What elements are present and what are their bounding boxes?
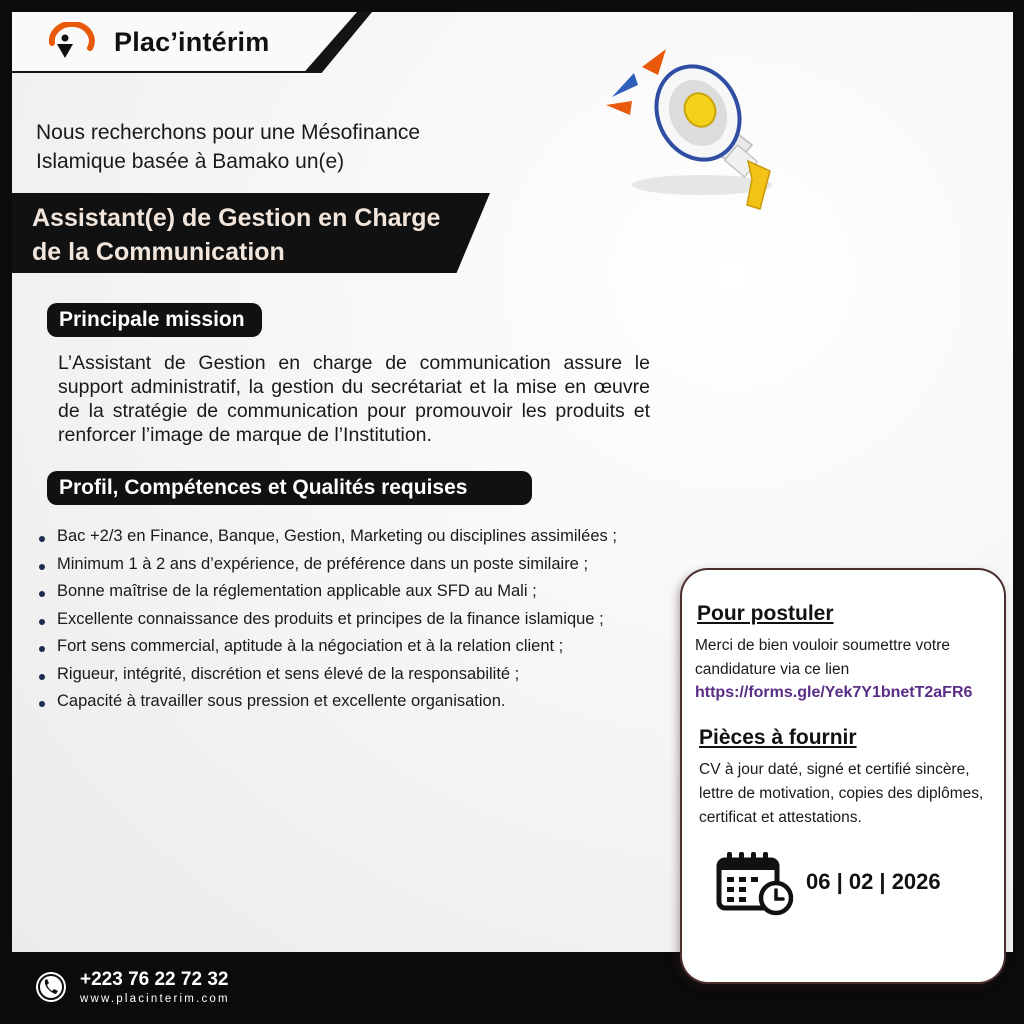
requirement-text: Minimum 1 à 2 ans d’expérience, de préférence dans un poste similaire ; — [57, 554, 589, 573]
list-item — [38, 523, 617, 551]
documents-text: CV à jour daté, signé et certifié sincère, lettre de motivation, copies des diplômes, certificat et attestations. — [699, 761, 984, 826]
apply-heading: Pour postuler — [697, 602, 834, 625]
list-item — [38, 578, 617, 606]
requirement-text: Rigueur, intégrité, discrétion et sens élevé de la responsabilité ; — [57, 664, 520, 683]
list-item — [38, 633, 617, 661]
requirements-list — [38, 523, 617, 716]
list-item — [38, 661, 617, 689]
bullet-icon — [39, 619, 45, 625]
bullet-icon — [39, 536, 45, 542]
requirement-text: Bonne maîtrise de la réglementation applicable aux SFD au Mali ; — [57, 582, 537, 600]
apply-text: Merci de bien vouloir soumettre votre candidature via ce lien — [695, 637, 951, 678]
mission-heading: Principale mission — [47, 303, 262, 337]
footer-website: www.placinterim.com — [80, 993, 230, 1005]
apply-link[interactable]: https://forms.gle/Yek7Y1bnetT2aFR6 — [695, 684, 973, 701]
requirement-text: Capacité à travailler sous pression et excellente organisation. — [57, 692, 506, 710]
requirement-text: Fort sens commercial, aptitude à la négociation et à la relation client ; — [57, 637, 564, 655]
bullet-icon — [39, 646, 45, 652]
list-item — [38, 551, 617, 579]
bullet-icon — [39, 674, 45, 680]
list-item — [38, 688, 617, 716]
bullet-icon — [39, 564, 45, 570]
mission-text: L’Assistant de Gestion en charge de communication assure le support administratif, la gestion du secrétariat et la mise en œuvre de la stratégie de communication pour promouvoir les produits et renforcer l’image de marque de l’Institution. — [58, 352, 650, 446]
calendar-clock-icon — [716, 850, 796, 916]
footer-phone: +223 76 22 72 32 — [80, 969, 229, 990]
requirement-text: Excellente connaissance des produits et principes de la finance islamique ; — [57, 609, 604, 628]
placinterim-logo-icon — [44, 22, 100, 62]
megaphone-icon — [602, 45, 802, 220]
documents-heading: Pièces à fournir — [699, 726, 857, 749]
intro-text: Nous recherchons pour une Mésofinance Islamique basée à Bamako un(e) — [36, 121, 421, 173]
brand-name: Plac’intérim — [114, 27, 270, 57]
list-item — [38, 606, 617, 634]
deadline-date: 06 | 02 | 2026 — [806, 869, 941, 894]
profile-heading: Profil, Compétences et Qualités requises — [47, 471, 532, 505]
bullet-icon — [39, 701, 45, 707]
requirement-text: Bac +2/3 en Finance, Banque, Gestion, Marketing ou disciplines assimilées ; — [57, 527, 617, 545]
phone-icon — [34, 970, 68, 1004]
job-title: Assistant(e) de Gestion en Charge de la Communication — [32, 204, 441, 266]
bullet-icon — [39, 591, 45, 597]
